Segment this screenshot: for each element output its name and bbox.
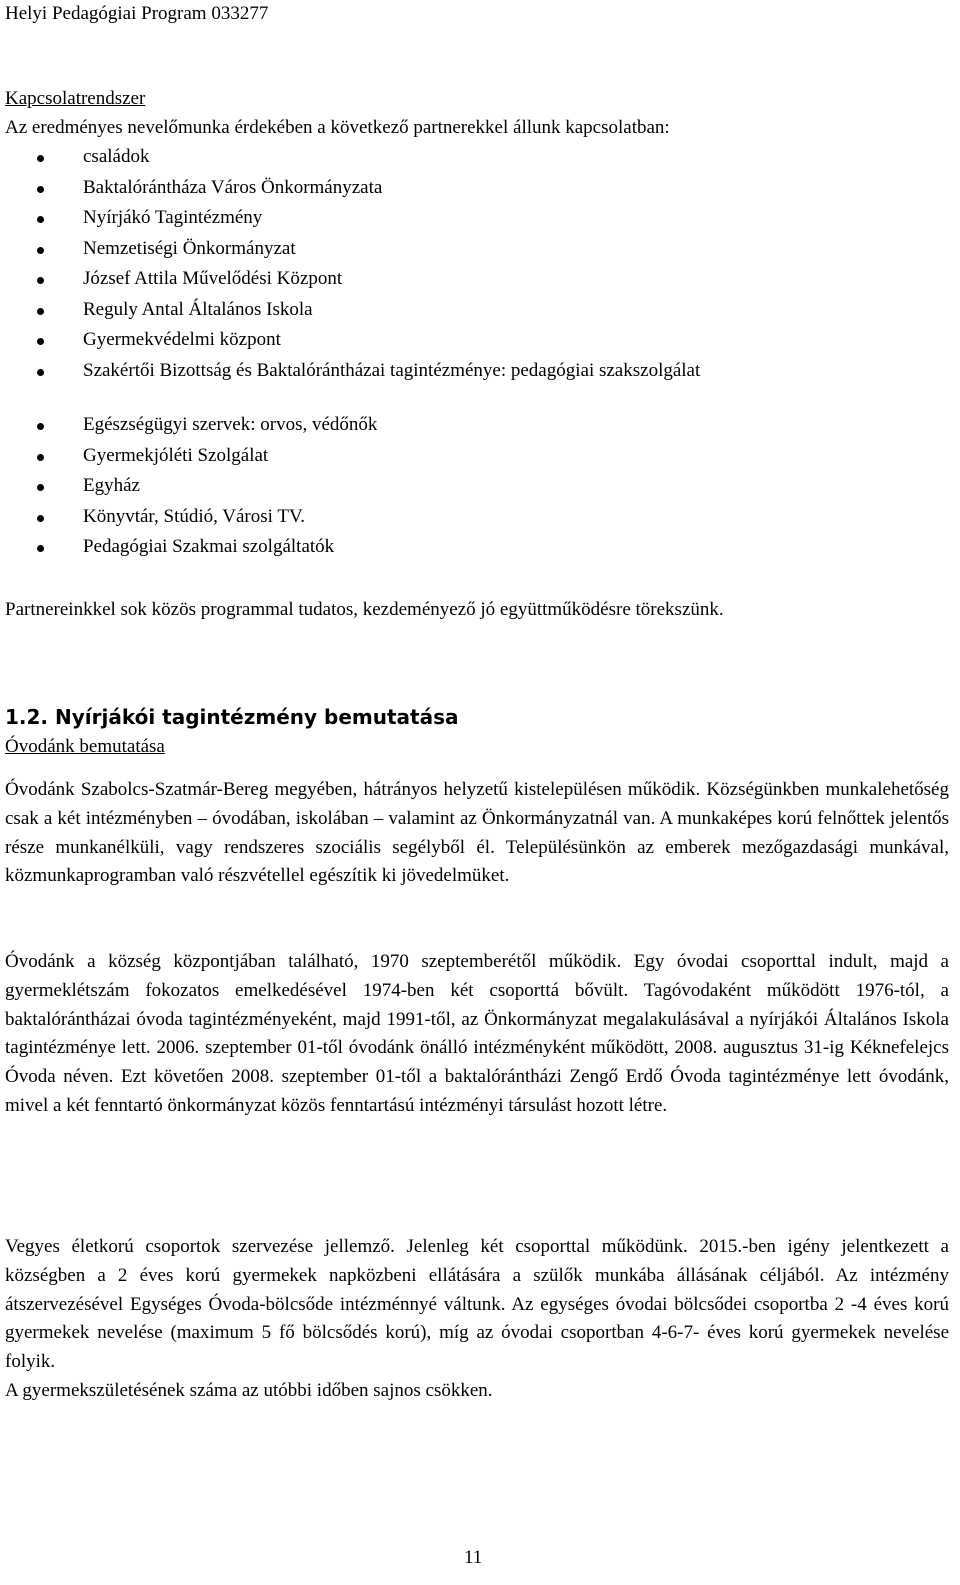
list-item: Nemzetiségi Önkormányzat [5,234,949,265]
paragraph-2: Óvodánk a község központjában található, 1970 szeptemberétől működik. Egy óvodai csoporttal indult, majd a gyermeklétszám fokozatos emelkedésével 1974-ben két csoporttá bővült. Tagóvodaként működött 1976-tól, a baktalórántházai óvoda tagintézményeként, majd 1991-től, az Önkormányzat megalakulásával a nyírjákói Általános Iskola tagintézménye lett. 2006. szeptember 01-től óvodánk önálló intézményként működött, 2008. augusztus 31-ig Kéknefelejcs Óvoda néven. Ezt követően 2008. szeptember 01-től a baktalórántházi Zengő Erdő Óvoda tagintézménye lett óvodánk, mivel a két fenntartó önkormányzat közös fenntartású intézményi társulást hozott létre. [5,951,949,1116]
bullet-icon [37,369,44,376]
bullet-icon [37,423,44,430]
bullet-icon [37,216,44,223]
contacts-section [5,85,949,563]
list-item: Szakértői Bizottság és Baktalórántházai tagintézménye: pedagógiai szakszolgálat [5,356,949,387]
list-item: Egyház [5,471,949,502]
paragraph-1: Óvodánk Szabolcs-Szatmár-Bereg megyében, hátrányos helyzetű kistelepülésen működik. Községünkben munkalehetőség csak a két intézményben – óvodában, iskolában – valamint az Önkormányzatnál van. A munkaképes korú felnőttek jelentős része munkanélküli, vagy rendszeres szociális segélyből él. Településünkön az emberek mezőgazdasági munkával, közmunkaprogramban való részvétellel egészítik ki jövedelmüket. [5,779,949,887]
bullet-icon [37,247,44,254]
bullet-icon [37,155,44,162]
list-item: Gyermekjóléti Szolgálat [5,441,949,472]
page-header: Helyi Pedagógiai Program 033277 [5,3,269,24]
list-item: Gyermekvédelmi központ [5,325,949,356]
contacts-closing: Partnereinkkel sok közös programmal tudatos, kezdeményező jó együttműködésre törekszünk. [5,599,724,620]
contacts-intro: Az eredményes nevelőmunka érdekében a következő partnerekkel állunk kapcsolatban: [5,117,670,138]
list-item: József Attila Művelődési Központ [5,264,949,295]
section-heading: 1.2. Nyírjákói tagintézmény bemutatása [5,705,459,729]
bullet-icon [37,484,44,491]
bullet-icon [37,186,44,193]
bullet-icon [37,454,44,461]
bullet-icon [37,277,44,284]
list-item: Reguly Antal Általános Iskola [5,295,949,326]
page-number: 11 [464,1547,483,1568]
list-item: családok [5,142,949,173]
list-item: Pedagógiai Szakmai szolgáltatók [5,532,949,563]
partner-list [5,142,949,563]
paragraph-3: Vegyes életkorú csoportok szervezése jellemző. Jelenleg két csoporttal működünk. 2015.-ben igény jelentkezett a községben a 2 éves korú gyermekek napközbeni ellátására a szülők munkába állásának céljából. Az intézmény átszervezésével Egységes Óvoda-bölcsőde intézménnyé váltunk. Az egységes óvodai bölcsődei csoportba 2 -4 éves korú gyermekek nevelése (maximum 5 fő bölcsődés korú), míg az óvodai csoportban 4-6-7- éves korú gyermekek nevelése folyik. A gyermekszületésének száma az utóbbi időben sajnos csökken. [5,1236,949,1401]
bullet-icon [37,338,44,345]
list-item: Baktalórántháza Város Önkormányzata [5,173,949,204]
bullet-icon [37,308,44,315]
section-subtitle: Óvodánk bemutatása [5,736,165,757]
list-item: Könyvtár, Stúdió, Városi TV. [5,502,949,533]
list-item: Egészségügyi szervek: orvos, védőnők [5,410,949,441]
bullet-icon [37,545,44,552]
list-item: Nyírjákó Tagintézmény [5,203,949,234]
section-title-kapcsolatrendszer: Kapcsolatrendszer [5,88,146,109]
bullet-icon [37,515,44,522]
